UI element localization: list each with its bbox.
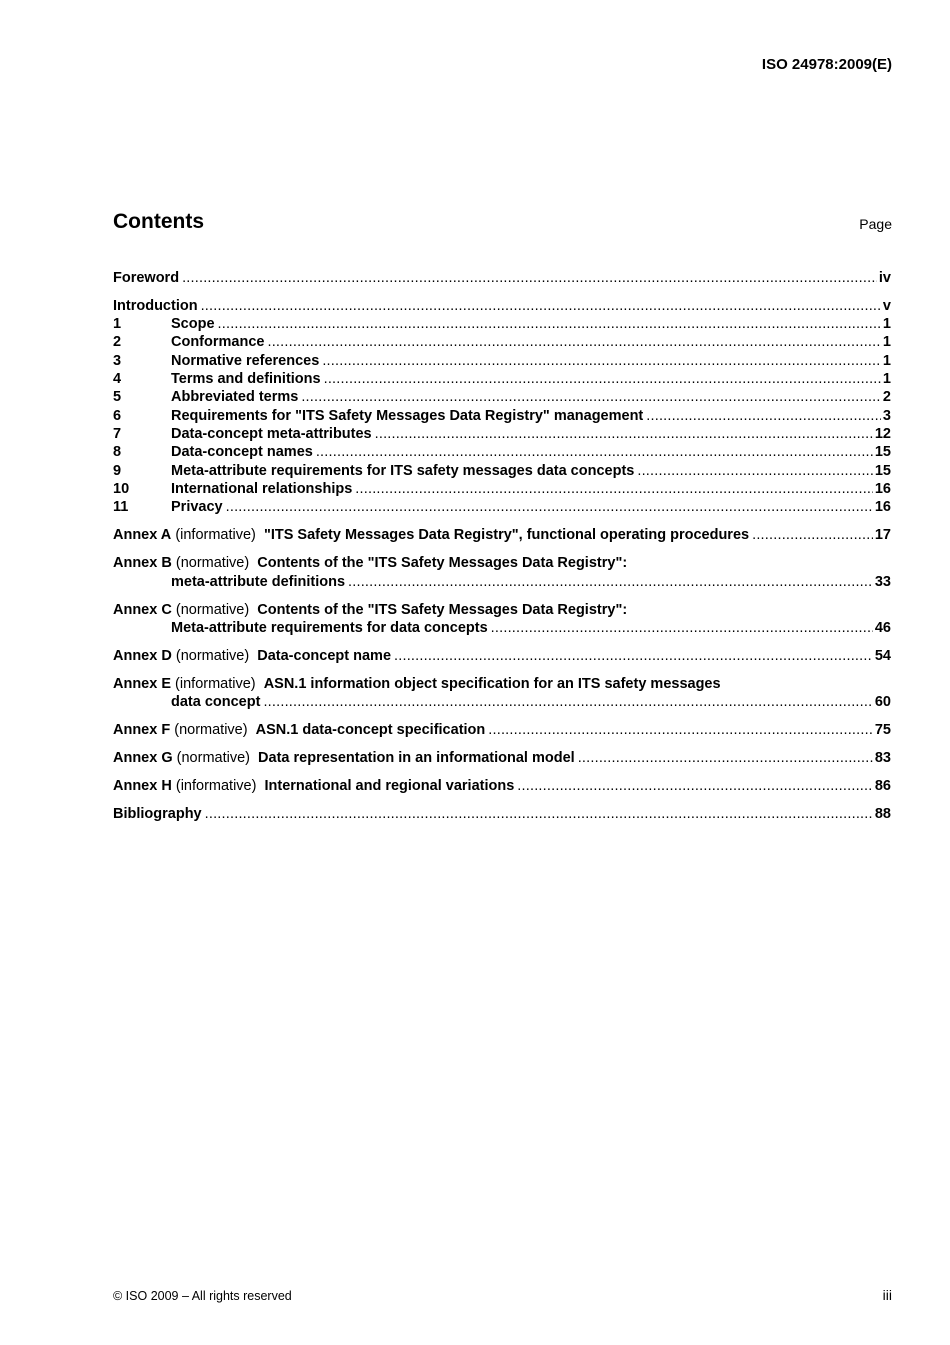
toc-page-number: 1	[882, 334, 891, 350]
toc-entry-annex-e-continued[interactable]	[113, 693, 891, 711]
toc-page-number: 2	[882, 389, 891, 405]
annex-label: Annex B	[113, 555, 172, 571]
clause-number: 6	[113, 408, 122, 424]
toc-entry-annex-a[interactable]	[113, 526, 891, 544]
toc-entry-foreword[interactable]	[113, 269, 891, 287]
clause-number: 7	[113, 426, 122, 442]
toc-entry-title: Data-concept names	[171, 444, 313, 460]
annex-label: Annex A	[113, 527, 172, 543]
toc-page-number: 75	[874, 722, 891, 738]
toc-page-number: 1	[882, 371, 891, 387]
annex-title: ASN.1 information object specification for an ITS safety messages	[263, 676, 721, 692]
toc-page-number: 3	[882, 408, 891, 424]
clause-number: 9	[113, 463, 122, 479]
toc-page-number: 1	[882, 316, 891, 332]
clause-number: 4	[113, 371, 122, 387]
clause-number: 8	[113, 444, 122, 460]
toc-entry-clause-7[interactable]	[113, 425, 891, 443]
toc-entry-title: Normative references	[171, 353, 320, 369]
toc-entry-annex-g[interactable]	[113, 749, 891, 767]
toc-page-number: 12	[874, 426, 891, 442]
annex-type: (normative)	[174, 722, 248, 738]
toc-entry-title: Meta-attribute requirements for ITS safety messages data concepts	[171, 463, 635, 479]
toc-entry-title: Abbreviated terms	[171, 389, 299, 405]
annex-type: (normative)	[175, 648, 250, 664]
toc-page-number: 54	[874, 648, 891, 664]
annex-label: Annex C	[113, 602, 172, 618]
annex-title: International and regional variations	[264, 778, 515, 794]
annex-type: (informative)	[175, 676, 256, 692]
toc-page-number: 60	[874, 694, 891, 710]
toc-entry-clause-3[interactable]	[113, 352, 891, 370]
toc-entry-clause-1[interactable]	[113, 315, 891, 333]
annex-type: (normative)	[175, 602, 250, 618]
clause-number: 1	[113, 316, 122, 332]
toc-entry-annex-c[interactable]	[113, 601, 891, 619]
toc-page-number: 15	[874, 463, 891, 479]
toc-entry-annex-b[interactable]	[113, 554, 891, 572]
toc-entry-clause-2[interactable]	[113, 333, 891, 351]
clause-number: 2	[113, 334, 122, 350]
toc-page-number: 46	[874, 620, 891, 636]
toc-entry-title: Requirements for "ITS Safety Messages Data Registry" management	[171, 408, 644, 424]
annex-label: Annex H	[113, 778, 172, 794]
toc-entry-clause-5[interactable]	[113, 388, 891, 406]
clause-number: 11	[113, 499, 129, 515]
toc-entry-clause-8[interactable]	[113, 443, 891, 461]
annex-label: Annex E	[113, 676, 172, 692]
toc-page-number: 15	[874, 444, 891, 460]
toc-entry-title: Privacy	[171, 499, 223, 515]
toc-page-number: 16	[874, 481, 891, 497]
toc-entry-title: Bibliography	[113, 806, 202, 822]
toc-page-number: 83	[874, 750, 891, 766]
toc-entry-annex-d[interactable]	[113, 647, 891, 665]
toc-page-number: 16	[874, 499, 891, 515]
annex-title-continued: Meta-attribute requirements for data concepts	[171, 620, 488, 636]
toc-entry-clause-11[interactable]	[113, 498, 891, 516]
toc-entry-clause-9[interactable]	[113, 462, 891, 480]
toc-page-number: 33	[874, 574, 891, 590]
annex-title: Data representation in an informational model	[258, 750, 575, 766]
toc-entry-title: Conformance	[171, 334, 265, 350]
toc-page-number: 88	[874, 806, 891, 822]
toc-page-number: v	[882, 298, 891, 314]
annex-label: Annex F	[113, 722, 171, 738]
annex-title: ASN.1 data-concept specification	[255, 722, 486, 738]
toc-page-number: 17	[874, 527, 891, 543]
page-column-label: Page	[859, 216, 892, 232]
annex-label: Annex G	[113, 750, 173, 766]
toc-entry-title: Scope	[171, 316, 215, 332]
toc-entry-annex-e[interactable]	[113, 675, 891, 693]
annex-type: (informative)	[175, 778, 257, 794]
clause-number: 5	[113, 389, 122, 405]
toc-entry-annex-c-continued[interactable]	[113, 619, 891, 637]
clause-number: 3	[113, 353, 122, 369]
toc-entry-annex-b-continued[interactable]	[113, 573, 891, 591]
annex-title: Contents of the "ITS Safety Messages Data Registry":	[257, 602, 628, 618]
toc-page-number: 86	[874, 778, 891, 794]
toc-entry-clause-4[interactable]	[113, 370, 891, 388]
annex-title: Data-concept name	[257, 648, 392, 664]
annex-title-continued: meta-attribute definitions	[171, 574, 346, 590]
toc-entry-clause-6[interactable]	[113, 407, 891, 425]
annex-type: (informative)	[175, 527, 256, 543]
contents-heading: Contents	[113, 210, 204, 233]
toc-entry-title: Data-concept meta-attributes	[171, 426, 372, 442]
toc-entry-title: International relationships	[171, 481, 353, 497]
toc-entry-annex-h[interactable]	[113, 777, 891, 795]
toc-entry-title: Foreword	[113, 270, 180, 286]
toc-entry-title: Terms and definitions	[171, 371, 321, 387]
toc-entry-annex-f[interactable]	[113, 721, 891, 739]
annex-title-continued: data concept	[171, 694, 261, 710]
footer-page-number: iii	[882, 1287, 892, 1303]
toc-entry-title: Introduction	[113, 298, 198, 314]
annex-label: Annex D	[113, 648, 172, 664]
annex-type: (normative)	[176, 750, 250, 766]
document-id: ISO 24978:2009(E)	[761, 56, 892, 73]
toc-entry-introduction[interactable]	[113, 297, 891, 315]
annex-title: Contents of the "ITS Safety Messages Data Registry":	[257, 555, 628, 571]
toc-entry-bibliography[interactable]	[113, 805, 891, 823]
toc-page-number: iv	[878, 270, 891, 286]
annex-type: (normative)	[175, 555, 250, 571]
annex-title: "ITS Safety Messages Data Registry", functional operating procedures	[263, 527, 750, 543]
toc-page-number: 1	[882, 353, 891, 369]
footer-copyright: © ISO 2009 – All rights reserved	[113, 1289, 292, 1303]
clause-number: 10	[113, 481, 130, 497]
toc-entry-clause-10[interactable]	[113, 480, 891, 498]
